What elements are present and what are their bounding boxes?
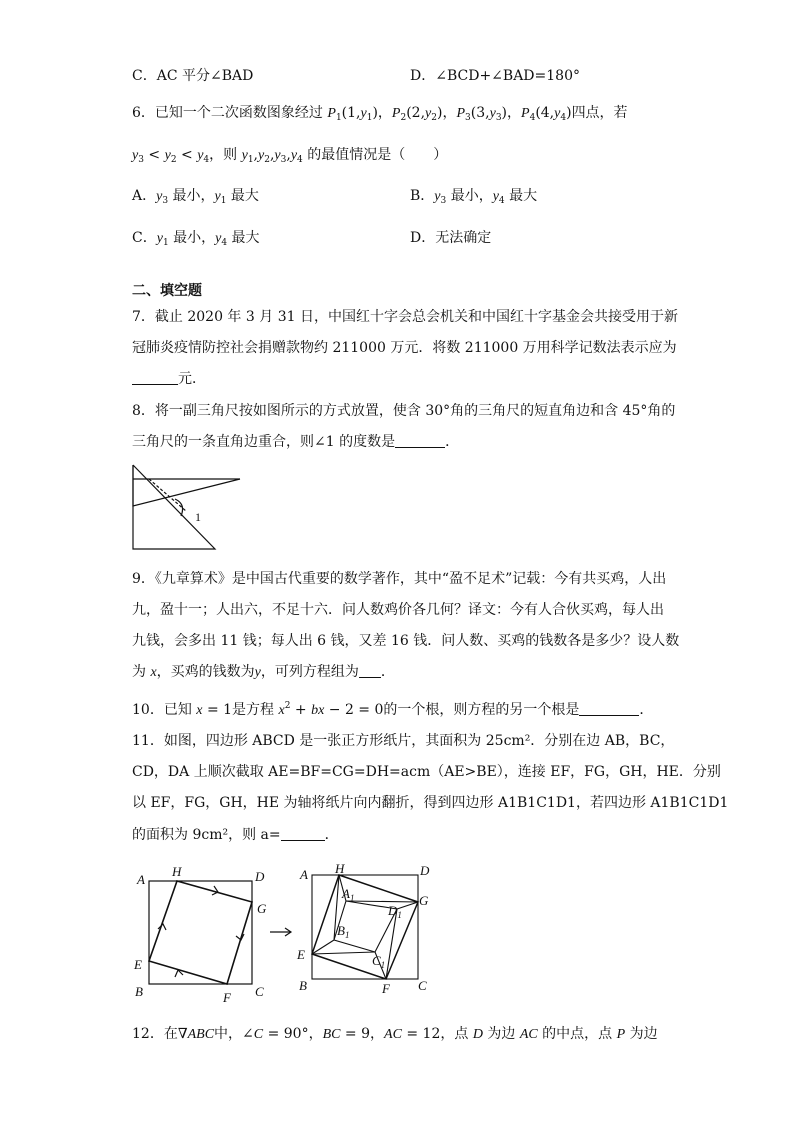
q8-dashed-line	[149, 479, 186, 511]
q11-left-label-f: F	[223, 990, 231, 1005]
q5-option-d: D．∠BCD+∠BAD=180°	[410, 68, 580, 84]
q6-line2	[132, 145, 447, 170]
q6-condition: $y_3 < y_2 < y_4$	[132, 147, 210, 165]
q9-text-a: 为	[132, 664, 146, 680]
q11-right-label-b: B	[299, 978, 307, 993]
q8-answer-blank[interactable]	[395, 433, 445, 448]
q9-text-c: ，可列方程组为	[260, 664, 359, 680]
q9-var-x: x	[150, 665, 157, 680]
q11-line4: 的面积为 9cm²，则 a= ．	[132, 827, 339, 843]
q7-tail: 元．	[178, 371, 206, 387]
q11-text: 的面积为 9cm²，则 a=	[132, 827, 281, 843]
q7-line2: 冠肺炎疫情防控社会捐赠款物约 211000 万元．将数 211000 万用科学记数法表示应为	[132, 340, 677, 356]
q12-triangle: ∇ABC	[177, 1027, 215, 1042]
q6-line1	[132, 103, 628, 128]
q10-suffix: 的一个根，则方程的另一个根是	[383, 702, 580, 718]
q11-right-fold-1b	[346, 901, 418, 902]
q11-right-label-c1: $C_1$	[372, 953, 386, 970]
q7-line3	[132, 369, 206, 389]
q9-line4: 为 x，买鸡的钱数为y，可列方程组为 ．	[132, 664, 395, 680]
q11-right-label-g: G	[419, 893, 429, 908]
q11-left-square	[149, 881, 252, 984]
q11-left-label-c: C	[255, 984, 264, 999]
q11-right-square	[312, 875, 418, 979]
q6-option-c: C．$y_1$ 最小，$y_4$ 最大	[132, 230, 260, 248]
q5-option-c: C．AC 平分∠BAD	[132, 68, 254, 84]
q10-root: x	[196, 703, 203, 718]
q11-figure-right	[292, 858, 440, 998]
q10-line: 10．已知 x = 1是方程 $x^2$ + bx − 2 = 0的一个根，则方程的另一个根是 ．	[132, 701, 654, 718]
q8-triangle-30	[133, 465, 240, 506]
q11-right-label-d1: $D_1$	[388, 903, 402, 920]
q11-line3: 以 EF，FG，GH，HE 为轴将纸片向内翻折，得到四边形 A1B1C1D1，若四边形 A1B1C1D1	[132, 795, 729, 811]
q12-prefix: 12．在	[132, 1026, 178, 1042]
q11-left-label-a: A	[137, 872, 145, 887]
q11-left-arrow-4	[158, 924, 166, 930]
q10-prefix: 10．已知	[132, 702, 192, 718]
q6-tail: 四点，若	[571, 105, 628, 121]
q11-right-label-a: A	[300, 867, 308, 882]
q7-line1: 7．截止 2020 年 3 月 31 日，中国红十字会总会机关和中国红十字基金会共接受用于新	[132, 309, 678, 325]
q8-line1: 8．将一副三角尺按如图所示的方式放置，使含 30°角的三角尺的短直角边和含 45°角的	[132, 403, 676, 419]
q10-equation: $x^2$ + bx − 2 = 0	[278, 701, 384, 718]
q8-angle-arc	[175, 499, 183, 516]
q11-line1: 11．如图，四边形 ABCD 是一张正方形纸片，其面积为 25cm²．分别在边 AB，BC，	[132, 733, 675, 749]
q8-angle-label: 1	[195, 510, 201, 524]
q9-var-y: y	[254, 665, 261, 680]
q11-left-label-h: H	[172, 864, 182, 879]
q11-left-label-b: B	[135, 984, 143, 999]
q6-question: ，则 $y_1,y_2,y_3,y_4$ 的最值情况是（ ）	[209, 147, 448, 165]
q11-left-label-d: D	[255, 869, 265, 884]
q11-line2: CD，DA 上顺次截取 AE=BF=CG=DH=acm（AE>BE），连接 EF，FG，GH，HE．分别	[132, 764, 721, 780]
q11-right-label-d: D	[420, 863, 430, 878]
q11-right-label-a1: $A_1$	[342, 886, 355, 903]
q10-middle: 是方程	[232, 702, 275, 718]
section-title: 二、填空题	[132, 283, 202, 299]
q9-line2: 九，盈十一；人出六，不足十六．问人数鸡价各几何？译文：今有人合伙买鸡，每人出	[132, 602, 664, 618]
q6-option-a: A．$y_3$ 最小，$y_1$ 最大	[132, 188, 259, 206]
q12-line	[132, 1024, 658, 1045]
q11-right-label-b1: $B_1$	[337, 923, 350, 940]
q6-option-d: D．无法确定	[410, 230, 492, 246]
q8-text: 三角尺的一条直角边重合，则∠1 的度数是	[132, 434, 396, 450]
q11-right-label-e: E	[297, 947, 305, 962]
q11-left-label-e: E	[134, 957, 142, 972]
q11-right-label-f: F	[382, 981, 390, 996]
q7-answer-blank[interactable]	[132, 370, 178, 385]
q8-triangle-45	[133, 465, 215, 549]
q8-triangle-figure	[128, 460, 246, 556]
q11-answer-blank[interactable]	[281, 826, 325, 841]
q9-line1: 9．《九章算术》是中国古代重要的数学著作，其中“盈不足术”记载：今有共买鸡，人出	[132, 571, 667, 587]
q9-text-b: ，买鸡的钱数为	[156, 664, 255, 680]
q6-intro: 6．已知一个二次函数图象经过	[132, 105, 323, 121]
q10-answer-blank[interactable]	[579, 701, 639, 716]
q11-right-outer-quad	[312, 875, 418, 979]
q9-answer-blank[interactable]	[359, 663, 381, 678]
q11-figure-left	[130, 862, 280, 1007]
q12-text: 中，∠C = 90°，BC = 9，AC = 12，点 D 为边 AC 的中点，点 P 为边	[214, 1026, 658, 1042]
q11-right-fold-3b	[312, 952, 375, 954]
q11-right-label-c: C	[418, 978, 427, 993]
q11-left-label-g: G	[257, 901, 267, 916]
q6-option-b: B．$y_3$ 最小，$y_4$ 最大	[410, 188, 538, 206]
q6-points: $P_1(1,y_1)$，$P_2(2,y_2)$，$P_3(3,y_3)$，$P_4(4,y_4)$	[327, 105, 572, 123]
q9-line3: 九钱，会多出 11 钱；每人出 6 钱，又差 16 钱．问人数、买鸡的钱数各是多少？设人数	[132, 633, 680, 649]
q11-left-inner-quad	[149, 881, 252, 984]
q11-arrow-icon	[268, 926, 294, 938]
q11-right-label-h: H	[335, 861, 345, 876]
q8-line2: 三角尺的一条直角边重合，则∠1 的度数是 ．	[132, 434, 460, 450]
